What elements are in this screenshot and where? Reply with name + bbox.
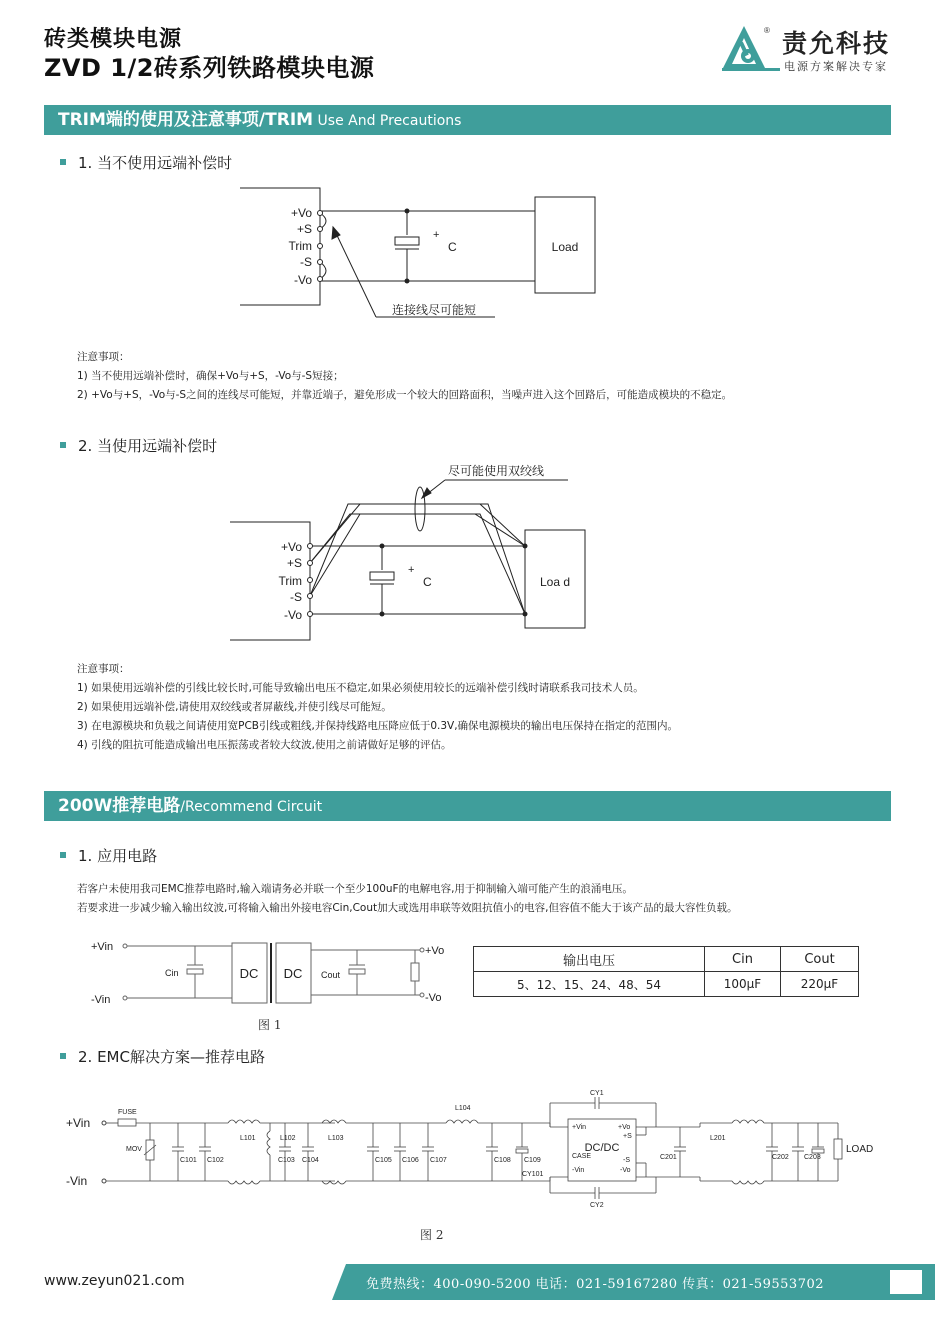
subheading-text: 2. EMC解决方案—推荐电路	[78, 1048, 265, 1066]
fig1-dc-left: DC	[239, 966, 259, 981]
fig2-mov: MOV	[126, 1146, 142, 1153]
band-recommend-en: /Recommend Circuit	[180, 799, 323, 815]
brand-slogan: 电源方案解决专家	[784, 60, 888, 73]
diagram-remote-sense	[230, 458, 610, 643]
fig2-module-label: DC/DC	[584, 1142, 620, 1154]
table-cell-cout: 220μF	[781, 972, 859, 997]
fig2-vin-plus: +Vin	[66, 1116, 91, 1130]
diagram-no-remote-sense	[230, 185, 610, 330]
pin-trim: Trim	[278, 574, 302, 588]
notes-block-2	[77, 660, 678, 755]
capacitor-table	[473, 946, 859, 997]
section-band-recommend	[44, 791, 891, 821]
notes-block-1	[77, 348, 732, 405]
bullet-square-icon	[60, 852, 66, 858]
fig2-cy2: CY2	[590, 1202, 604, 1209]
subheading-text: 1. 当不使用远端补偿时	[78, 154, 233, 172]
header-category: 砖类模块电源	[44, 27, 183, 52]
fig2-pin-vin-plus: +Vin	[572, 1124, 587, 1131]
pin-s-minus: -S	[290, 590, 302, 604]
cap-label: C	[423, 575, 432, 589]
figure-1-caption: 图 1	[258, 1018, 282, 1032]
band-trim-en: Use And Precautions	[313, 113, 462, 129]
fig2-c203: C203	[804, 1154, 821, 1161]
callout-twisted-pair: 尽可能使用双绞线	[448, 464, 545, 478]
fig2-vin-minus: -Vin	[66, 1174, 88, 1188]
band-trim-main: TRIM端的使用及注意事项/TRIM	[58, 110, 314, 130]
fig2-pin-case: CASE	[572, 1153, 592, 1160]
note-line: 1) 当不使用远端补偿时，确保+Vo与+S，-Vo与-S短接；	[77, 370, 344, 382]
fig2-l103: L103	[328, 1135, 344, 1142]
callout-short-wire: 连接线尽可能短	[392, 303, 477, 317]
pin-s-plus: +S	[286, 556, 302, 570]
fig2-c104: C104	[302, 1157, 319, 1164]
band-recommend-main: 200W推荐电路	[58, 796, 181, 816]
note-line: 2) 如果使用远端补偿,请使用双绞线或者屏蔽线,并使引线尽可能短。	[77, 701, 392, 713]
table-cell-voltage: 5、12、15、24、48、54	[474, 972, 705, 997]
fig2-cy101: CY101	[522, 1171, 544, 1178]
footer-contact: 免费热线：400-090-5200 电话：021-59167280 传真：021-59553702	[366, 1277, 825, 1292]
fig2-l104: L104	[455, 1105, 471, 1112]
fig2-c101: C101	[180, 1157, 197, 1164]
figure-2-caption: 图 2	[420, 1228, 444, 1242]
fig2-l101: L101	[240, 1135, 256, 1142]
footer-website[interactable]: www.zeyun021.com	[44, 1273, 185, 1289]
cap-plus: +	[433, 229, 440, 241]
fig2-l201: L201	[710, 1135, 726, 1142]
fig2-pin-vo-plus: +Vo	[618, 1124, 631, 1131]
note-line: 2) +Vo与+S，-Vo与-S之间的连线尽可能短，并靠近端子，避免形成一个较大的回路面积，当噪声进入这个回路后，可能造成模块的不稳定。	[77, 389, 733, 401]
pin-s-plus: +S	[296, 222, 312, 236]
application-paragraph	[77, 880, 737, 918]
fig2-pin-vin-minus: -Vin	[572, 1167, 585, 1174]
subheading-remote	[60, 435, 217, 456]
fig2-c102: C102	[207, 1157, 224, 1164]
brand-name: 责允科技	[782, 29, 891, 58]
cap-plus: +	[408, 564, 415, 576]
table-header-cout: Cout	[781, 947, 859, 972]
fig2-c103: C103	[278, 1157, 295, 1164]
fig2-fuse: FUSE	[118, 1109, 137, 1116]
note-line: 1) 如果使用远端补偿的引线比较长时,可能导致输出电压不稳定,如果必须使用较长的远端补偿引线时请联系我司技术人员。	[77, 682, 644, 694]
notes-title: 注意事项：	[77, 351, 130, 363]
fig2-c201: C201	[660, 1154, 677, 1161]
table-cell-cin: 100μF	[705, 972, 781, 997]
subheading-text: 2. 当使用远端补偿时	[78, 437, 218, 455]
pin-vo-plus: +Vo	[290, 206, 312, 220]
fig2-l102: L102	[280, 1135, 296, 1142]
notes-title: 注意事项：	[77, 663, 130, 675]
bullet-square-icon	[60, 159, 66, 165]
load-label: Load	[551, 240, 579, 254]
section-band-trim	[44, 105, 891, 135]
para-line: 若要求进一步减少输入输出纹波,可将输入输出外接电容Cin,Cout加大或选用串联等效阻抗值小的电容,但容值不能大于该产品的最大容性负载。	[77, 902, 738, 914]
fig1-vo-minus: -Vo	[425, 992, 442, 1004]
page-number-box	[890, 1270, 922, 1294]
subheading-application	[60, 845, 157, 866]
fig2-c106: C106	[402, 1157, 419, 1164]
bullet-square-icon	[60, 1053, 66, 1059]
fig2-c108: C108	[494, 1157, 511, 1164]
fig1-vin-minus: -Vin	[91, 994, 111, 1006]
pin-s-minus: -S	[300, 255, 312, 269]
table-header-voltage: 输出电压	[474, 947, 705, 972]
fig2-c202: C202	[772, 1154, 789, 1161]
registered-mark: ®	[764, 26, 770, 35]
pin-trim: Trim	[288, 239, 312, 253]
fig1-cin: Cin	[165, 968, 179, 978]
fig2-pin-s-minus: -S	[623, 1157, 630, 1164]
bullet-square-icon	[60, 442, 66, 448]
fig2-c109: C109	[524, 1157, 541, 1164]
fig1-vin-plus: +Vin	[91, 941, 114, 953]
fig1-dc-right: DC	[283, 966, 303, 981]
pin-vo-minus: -Vo	[293, 273, 312, 287]
fig2-pin-s-plus: +S	[623, 1133, 632, 1140]
cap-label: C	[448, 240, 457, 254]
subheading-no-remote	[60, 152, 232, 173]
fig1-cout: Cout	[321, 970, 341, 980]
pin-vo-minus: -Vo	[283, 608, 302, 622]
note-line: 4) 引线的阻抗可能造成输出电压振荡或者较大纹波,使用之前请做好足够的评估。	[77, 739, 452, 751]
fig2-cy1: CY1	[590, 1090, 604, 1097]
subheading-emc	[60, 1046, 265, 1067]
fig2-c107: C107	[430, 1157, 447, 1164]
company-logo-icon	[720, 24, 780, 74]
fig2-c105: C105	[375, 1157, 392, 1164]
figure-2-emc-circuit	[60, 1085, 890, 1215]
fig2-load: LOAD	[846, 1144, 874, 1155]
subheading-text: 1. 应用电路	[78, 847, 158, 865]
pin-vo-plus: +Vo	[280, 540, 302, 554]
fig1-vo-plus: +Vo	[425, 945, 445, 957]
note-line: 3) 在电源模块和负载之间请使用宽PCB引线或粗线,并保持线路电压降应低于0.3V,确保电源模块的输出电压保持在指定的范围内。	[77, 720, 679, 732]
header-title: ZVD 1/2砖系列铁路模块电源	[44, 54, 375, 82]
para-line: 若客户未使用我司EMC推荐电路时,输入端请务必并联一个至少100uF的电解电容,用于抑制输入端可能产生的浪涌电压。	[77, 883, 633, 895]
load-label: Loa d	[539, 575, 571, 589]
fig2-pin-vo-minus: -Vo	[620, 1167, 631, 1174]
table-header-cin: Cin	[705, 947, 781, 972]
